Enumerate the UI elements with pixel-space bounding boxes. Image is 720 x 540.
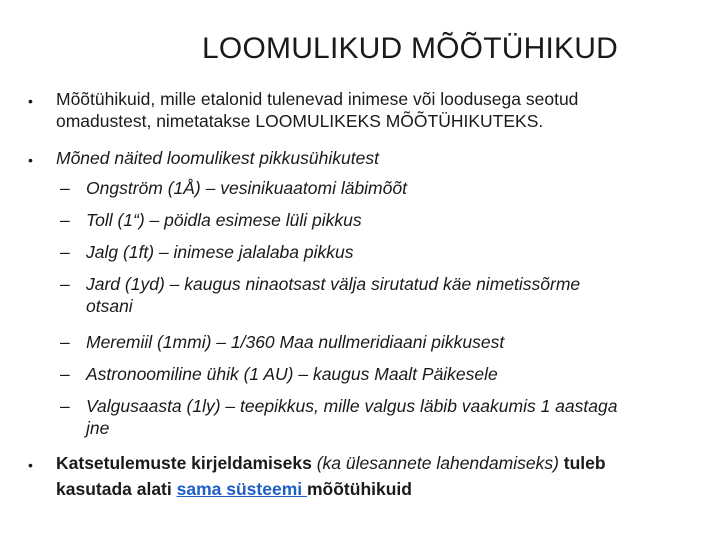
bullet3-bold-b: tuleb (558, 453, 606, 473)
bullet1-suffix: . (538, 111, 544, 131)
bullet1-line2-prefix: omadustest, nimetatakse (56, 111, 256, 131)
dash-marker: – (60, 210, 70, 230)
dash-marker: – (60, 396, 70, 416)
list-item: Astronoomiline ühik (1 AU) – kaugus Maalt Päikesele (86, 364, 498, 384)
bullet1-line2 (56, 110, 543, 132)
dash-marker: – (60, 274, 70, 294)
list-item: Jalg (1ft) – inimese jalalaba pikkus (86, 242, 354, 262)
list-item: Ongström (1Å) – vesinikuaatomi läbimõõt (86, 178, 407, 198)
bullet-marker: • (28, 152, 33, 168)
bullet3-bold-a: Katsetulemuste kirjeldamiseks (56, 453, 317, 473)
list-item-continuation: jne (86, 418, 110, 438)
bullet3-line2 (56, 478, 412, 500)
slide-title: LOOMULIKUD MÕÕTÜHIKUD (202, 32, 618, 65)
bullet3-italic: (ka ülesannete lahendamiseks) (316, 453, 559, 473)
dash-marker: – (60, 332, 70, 352)
bullet2-text: Mõned näited loomulikest pikkusühikutest (56, 148, 379, 168)
bullet-marker: • (28, 93, 33, 109)
list-item: Toll (1“) – pöidla esimese lüli pikkus (86, 210, 362, 230)
same-system-link[interactable]: sama süsteemi (176, 479, 307, 499)
list-item: Valgusaasta (1ly) – teepikkus, mille valgus läbib vaakumis 1 aastaga (86, 396, 618, 416)
bullet3-bold-c: kasutada alati (56, 479, 177, 499)
bullet1-line1: Mõõtühikuid, mille etalonid tulenevad inimese või loodusega seotud (56, 89, 579, 109)
bullet3-line1 (56, 452, 606, 474)
list-item: Jard (1yd) – kaugus ninaotsast välja sirutatud käe nimetissõrme (86, 274, 581, 294)
dash-marker: – (60, 364, 70, 384)
dash-marker: – (60, 242, 70, 262)
bullet3-bold-d: mõõtühikuid (306, 479, 412, 499)
list-item-continuation: otsani (86, 296, 133, 316)
bullet1-strong: LOOMULIKEKS MÕÕTÜHIKUTEKS (255, 111, 539, 131)
dash-marker: – (60, 178, 70, 198)
bullet-marker: • (28, 457, 33, 473)
list-item: Meremiil (1mmi) – 1/360 Maa nullmeridiaani pikkusest (86, 332, 505, 352)
